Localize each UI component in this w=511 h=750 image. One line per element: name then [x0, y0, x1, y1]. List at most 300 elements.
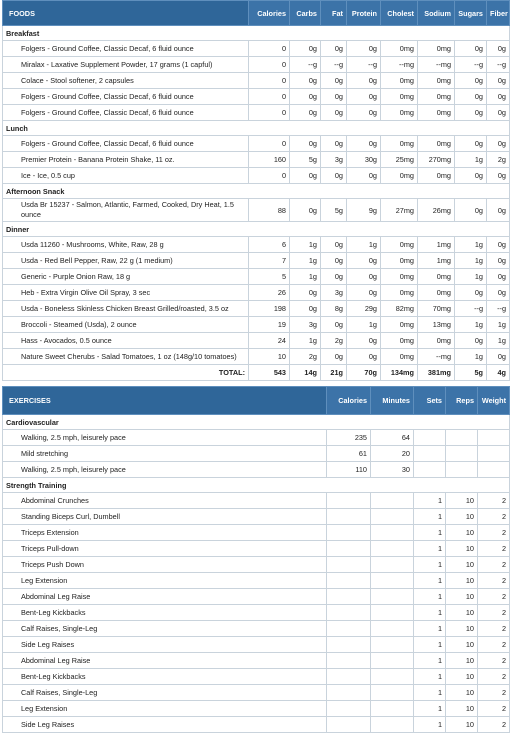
food-row: [3, 269, 510, 285]
meal-header: [3, 26, 510, 41]
food-value: 0g: [455, 168, 487, 184]
exercise-value: 10: [446, 717, 478, 733]
exercise-row: [3, 685, 510, 701]
exercise-value: [327, 605, 371, 621]
exercise-name: Bent-Leg Kickbacks: [3, 669, 327, 685]
food-value: 0g: [487, 41, 510, 57]
exercise-value: 10: [446, 557, 478, 573]
exercise-value: 10: [446, 653, 478, 669]
food-name: Folgers - Ground Coffee, Classic Decaf, 6 fluid ounce: [3, 41, 249, 57]
food-value: 30g: [347, 152, 381, 168]
exercise-value: [478, 446, 510, 462]
food-value: 1mg: [418, 253, 455, 269]
food-value: 3g: [321, 285, 347, 301]
food-value: 0g: [487, 253, 510, 269]
exercise-name: Leg Extension: [3, 573, 327, 589]
exercise-value: 2: [478, 637, 510, 653]
exercise-value: 1: [414, 669, 446, 685]
exercise-value: [327, 541, 371, 557]
exercise-value: [371, 653, 414, 669]
food-value: 0mg: [418, 105, 455, 121]
exercise-name: Side Leg Raises: [3, 717, 327, 733]
food-row: [3, 41, 510, 57]
food-value: 0: [249, 73, 290, 89]
food-value: 29g: [347, 301, 381, 317]
food-value: --mg: [381, 57, 418, 73]
exercise-row: [3, 589, 510, 605]
food-value: 0mg: [381, 285, 418, 301]
exercise-value: [414, 430, 446, 446]
exercise-value: 2: [478, 493, 510, 509]
food-value: 0g: [290, 41, 321, 57]
food-value: 0mg: [381, 317, 418, 333]
food-value: 0g: [347, 73, 381, 89]
food-value: 0mg: [381, 89, 418, 105]
food-value: 10: [249, 349, 290, 365]
exercise-name: Abdominal Leg Raise: [3, 589, 327, 605]
food-value: 0mg: [381, 41, 418, 57]
exercise-value: [327, 637, 371, 653]
total-row: [3, 365, 510, 381]
exercise-name: Calf Raises, Single-Leg: [3, 685, 327, 701]
exercise-value: 10: [446, 525, 478, 541]
exercise-group-header: [3, 415, 510, 430]
food-value: 0g: [455, 105, 487, 121]
food-value: 27mg: [381, 199, 418, 222]
food-value: 0mg: [418, 168, 455, 184]
exercise-group-header: [3, 478, 510, 493]
food-value: 0g: [321, 349, 347, 365]
food-value: 0: [249, 136, 290, 152]
exercise-row: [3, 701, 510, 717]
food-value: 270mg: [418, 152, 455, 168]
exercises-header-title: EXERCISES: [3, 387, 327, 415]
food-name: Folgers - Ground Coffee, Classic Decaf, 6 fluid ounce: [3, 89, 249, 105]
meal-name: Lunch: [3, 121, 510, 136]
exercise-name: Walking, 2.5 mph, leisurely pace: [3, 430, 327, 446]
exercise-value: 1: [414, 653, 446, 669]
food-value: 0g: [455, 73, 487, 89]
exercise-value: [371, 685, 414, 701]
food-value: 82mg: [381, 301, 418, 317]
meal-name: Afternoon Snack: [3, 184, 510, 199]
food-value: 0g: [321, 89, 347, 105]
food-name: Premier Protein - Banana Protein Shake, 11 oz.: [3, 152, 249, 168]
total-value: 5g: [455, 365, 487, 381]
header-cholest: Cholest: [381, 1, 418, 26]
food-value: 0mg: [381, 333, 418, 349]
food-value: 0: [249, 105, 290, 121]
exercise-value: 64: [371, 430, 414, 446]
exercise-value: 2: [478, 669, 510, 685]
exercise-name: Leg Extension: [3, 701, 327, 717]
exercise-value: 1: [414, 717, 446, 733]
food-value: 0g: [347, 285, 381, 301]
food-value: 26mg: [418, 199, 455, 222]
exercises-body: [3, 415, 510, 733]
exercise-name: Triceps Push Down: [3, 557, 327, 573]
food-value: 8g: [321, 301, 347, 317]
food-value: 1g: [290, 269, 321, 285]
food-value: 0g: [321, 136, 347, 152]
food-value: 0g: [487, 285, 510, 301]
exercise-value: 2: [478, 621, 510, 637]
foods-header-row: [3, 1, 510, 26]
food-value: --mg: [418, 57, 455, 73]
food-value: 0g: [455, 285, 487, 301]
exercise-value: 2: [478, 589, 510, 605]
food-value: 0mg: [381, 168, 418, 184]
food-value: --g: [487, 57, 510, 73]
exercise-value: [327, 573, 371, 589]
food-value: --g: [487, 301, 510, 317]
exercise-value: [371, 573, 414, 589]
food-value: 1g: [290, 237, 321, 253]
exercise-value: [371, 541, 414, 557]
food-value: 0g: [347, 269, 381, 285]
food-value: 0g: [347, 41, 381, 57]
exercise-value: [371, 717, 414, 733]
food-value: 0mg: [418, 136, 455, 152]
foods-body: [3, 26, 510, 381]
food-value: 0g: [290, 73, 321, 89]
exercise-value: [371, 525, 414, 541]
food-value: 0g: [290, 89, 321, 105]
food-name: Usda Br 15237 - Salmon, Atlantic, Farmed, Cooked, Dry Heat, 1.5 ounce: [3, 199, 249, 222]
food-value: 0g: [290, 105, 321, 121]
food-value: 26: [249, 285, 290, 301]
total-value: 381mg: [418, 365, 455, 381]
food-value: 25mg: [381, 152, 418, 168]
food-value: 2g: [487, 152, 510, 168]
exercise-value: 2: [478, 573, 510, 589]
header-fiber: Fiber: [487, 1, 510, 26]
meal-header: [3, 222, 510, 237]
header-weight: Weight: [478, 387, 510, 415]
meal-name: Breakfast: [3, 26, 510, 41]
exercise-value: 1: [414, 621, 446, 637]
exercise-value: 110: [327, 462, 371, 478]
food-value: --g: [290, 57, 321, 73]
exercises-table: [2, 386, 510, 733]
foods-table: [2, 0, 510, 381]
exercises-header-row: [3, 387, 510, 415]
exercise-value: [327, 669, 371, 685]
exercise-value: 2: [478, 509, 510, 525]
exercise-name: Calf Raises, Single-Leg: [3, 621, 327, 637]
food-name: Usda - Boneless Skinless Chicken Breast Grilled/roasted, 3.5 oz: [3, 301, 249, 317]
exercise-value: [327, 685, 371, 701]
exercise-value: 1: [414, 541, 446, 557]
food-value: 0mg: [418, 89, 455, 105]
total-value: 543: [249, 365, 290, 381]
exercise-value: [446, 430, 478, 446]
food-value: 0g: [487, 237, 510, 253]
exercise-value: [327, 493, 371, 509]
exercise-value: [371, 557, 414, 573]
food-name: Heb - Extra Virgin Olive Oil Spray, 3 sec: [3, 285, 249, 301]
food-value: 0g: [487, 105, 510, 121]
food-value: 2g: [321, 333, 347, 349]
food-value: --g: [347, 57, 381, 73]
total-value: 4g: [487, 365, 510, 381]
header-minutes: Minutes: [371, 387, 414, 415]
food-row: [3, 73, 510, 89]
food-value: 0g: [455, 89, 487, 105]
food-value: 1g: [290, 333, 321, 349]
total-value: 14g: [290, 365, 321, 381]
food-name: Folgers - Ground Coffee, Classic Decaf, 6 fluid ounce: [3, 136, 249, 152]
food-value: 0g: [487, 199, 510, 222]
header-carbs: Carbs: [290, 1, 321, 26]
food-value: 0g: [487, 349, 510, 365]
exercise-name: Bent-Leg Kickbacks: [3, 605, 327, 621]
food-value: 0mg: [418, 269, 455, 285]
food-name: Broccoli - Steamed (Usda), 2 ounce: [3, 317, 249, 333]
food-value: 0: [249, 41, 290, 57]
header-ex-calories: Calories: [327, 387, 371, 415]
food-value: 0g: [487, 73, 510, 89]
food-value: 2g: [290, 349, 321, 365]
food-value: 0g: [487, 168, 510, 184]
food-value: 0: [249, 168, 290, 184]
food-value: 0g: [347, 253, 381, 269]
food-value: 0g: [290, 285, 321, 301]
food-value: 5g: [321, 199, 347, 222]
food-value: --g: [455, 57, 487, 73]
exercise-name: Walking, 2.5 mph, leisurely pace: [3, 462, 327, 478]
exercise-value: 235: [327, 430, 371, 446]
food-value: 13mg: [418, 317, 455, 333]
food-row: [3, 168, 510, 184]
food-row: [3, 57, 510, 73]
food-value: 6: [249, 237, 290, 253]
exercise-value: 2: [478, 557, 510, 573]
exercise-value: 10: [446, 621, 478, 637]
exercise-name: Mild stretching: [3, 446, 327, 462]
food-value: 1g: [455, 237, 487, 253]
food-value: 0g: [347, 333, 381, 349]
exercise-value: 10: [446, 605, 478, 621]
exercise-group-name: Strength Training: [3, 478, 510, 493]
food-value: 0g: [347, 89, 381, 105]
food-row: [3, 152, 510, 168]
food-value: 0g: [290, 136, 321, 152]
exercise-value: [327, 621, 371, 637]
food-value: 0g: [487, 136, 510, 152]
exercise-value: [478, 430, 510, 446]
food-value: 5g: [290, 152, 321, 168]
exercise-row: [3, 637, 510, 653]
food-value: 0g: [290, 199, 321, 222]
food-row: [3, 253, 510, 269]
food-row: [3, 237, 510, 253]
food-value: 0g: [455, 199, 487, 222]
exercise-group-name: Cardiovascular: [3, 415, 510, 430]
exercise-row: [3, 509, 510, 525]
food-name: Usda - Red Bell Pepper, Raw, 22 g (1 medium): [3, 253, 249, 269]
food-value: 1g: [487, 333, 510, 349]
exercise-value: 10: [446, 701, 478, 717]
exercise-value: 1: [414, 509, 446, 525]
exercise-row: [3, 462, 510, 478]
food-name: Nature Sweet Cherubs - Salad Tomatoes, 1 oz (148g/10 tomatoes): [3, 349, 249, 365]
exercise-value: [327, 557, 371, 573]
exercise-row: [3, 430, 510, 446]
exercise-value: 10: [446, 509, 478, 525]
food-value: 0mg: [418, 73, 455, 89]
total-value: 70g: [347, 365, 381, 381]
exercise-value: [371, 493, 414, 509]
food-value: 0g: [455, 41, 487, 57]
food-value: 88: [249, 199, 290, 222]
header-protein: Protein: [347, 1, 381, 26]
exercise-value: [327, 525, 371, 541]
food-value: --g: [321, 57, 347, 73]
exercise-value: 1: [414, 557, 446, 573]
food-value: 0g: [347, 168, 381, 184]
food-value: 0mg: [418, 333, 455, 349]
exercise-value: 10: [446, 637, 478, 653]
exercise-value: [446, 446, 478, 462]
food-value: 0mg: [381, 237, 418, 253]
food-value: 0mg: [381, 349, 418, 365]
exercise-value: 2: [478, 525, 510, 541]
food-name: Generic - Purple Onion Raw, 18 g: [3, 269, 249, 285]
food-value: --mg: [418, 349, 455, 365]
food-value: 1mg: [418, 237, 455, 253]
exercise-value: 1: [414, 525, 446, 541]
food-value: 0g: [321, 105, 347, 121]
food-name: Ice - Ice, 0.5 cup: [3, 168, 249, 184]
food-value: --g: [455, 301, 487, 317]
food-value: 198: [249, 301, 290, 317]
header-sugars: Sugars: [455, 1, 487, 26]
exercise-row: [3, 605, 510, 621]
food-value: 0: [249, 57, 290, 73]
food-row: [3, 333, 510, 349]
exercise-value: [371, 701, 414, 717]
food-value: 1g: [455, 269, 487, 285]
food-value: 1g: [455, 253, 487, 269]
exercise-value: [414, 446, 446, 462]
exercise-name: Standing Biceps Curl, Dumbell: [3, 509, 327, 525]
meal-name: Dinner: [3, 222, 510, 237]
food-row: [3, 285, 510, 301]
food-value: 0g: [290, 301, 321, 317]
food-row: [3, 136, 510, 152]
exercise-name: Triceps Pull-down: [3, 541, 327, 557]
food-name: Hass - Avocados, 0.5 ounce: [3, 333, 249, 349]
food-value: 0mg: [381, 269, 418, 285]
exercise-value: 61: [327, 446, 371, 462]
food-name: Folgers - Ground Coffee, Classic Decaf, 6 fluid ounce: [3, 105, 249, 121]
exercise-value: 1: [414, 589, 446, 605]
exercise-row: [3, 669, 510, 685]
exercise-row: [3, 493, 510, 509]
food-row: [3, 301, 510, 317]
food-value: 160: [249, 152, 290, 168]
food-value: 0g: [321, 269, 347, 285]
exercise-value: 2: [478, 717, 510, 733]
exercise-name: Triceps Extension: [3, 525, 327, 541]
food-value: 3g: [290, 317, 321, 333]
food-value: 0g: [321, 253, 347, 269]
exercise-row: [3, 621, 510, 637]
food-value: 0g: [321, 317, 347, 333]
foods-header-title: FOODS: [3, 1, 249, 26]
food-row: [3, 349, 510, 365]
exercise-value: 10: [446, 589, 478, 605]
food-value: 0g: [455, 136, 487, 152]
food-row: [3, 317, 510, 333]
food-value: 24: [249, 333, 290, 349]
exercise-value: [327, 701, 371, 717]
exercise-value: [414, 462, 446, 478]
food-value: 0mg: [381, 105, 418, 121]
exercise-row: [3, 653, 510, 669]
exercise-value: [371, 605, 414, 621]
exercise-row: [3, 446, 510, 462]
exercise-value: [446, 462, 478, 478]
food-value: 0mg: [418, 285, 455, 301]
exercise-value: 10: [446, 541, 478, 557]
total-label: TOTAL:: [3, 365, 249, 381]
exercise-value: [327, 589, 371, 605]
exercise-value: 30: [371, 462, 414, 478]
exercise-value: 1: [414, 573, 446, 589]
food-name: Miralax - Laxative Supplement Powder, 17 grams (1 capful): [3, 57, 249, 73]
exercise-value: 1: [414, 701, 446, 717]
food-value: 1g: [455, 349, 487, 365]
food-value: 0mg: [381, 73, 418, 89]
food-value: 0g: [487, 269, 510, 285]
food-value: 9g: [347, 199, 381, 222]
food-value: 3g: [321, 152, 347, 168]
food-value: 0mg: [418, 41, 455, 57]
food-value: 0g: [321, 237, 347, 253]
food-value: 5: [249, 269, 290, 285]
total-value: 21g: [321, 365, 347, 381]
food-value: 0g: [321, 73, 347, 89]
food-value: 70mg: [418, 301, 455, 317]
food-value: 0g: [321, 168, 347, 184]
food-value: 19: [249, 317, 290, 333]
exercise-name: Abdominal Leg Raise: [3, 653, 327, 669]
food-value: 1g: [487, 317, 510, 333]
food-value: 0mg: [381, 253, 418, 269]
exercise-value: [371, 589, 414, 605]
exercise-value: 1: [414, 685, 446, 701]
exercise-row: [3, 717, 510, 733]
exercise-value: 10: [446, 493, 478, 509]
meal-header: [3, 184, 510, 199]
exercise-value: 2: [478, 653, 510, 669]
food-row: [3, 105, 510, 121]
header-sets: Sets: [414, 387, 446, 415]
header-reps: Reps: [446, 387, 478, 415]
exercise-name: Abdominal Crunches: [3, 493, 327, 509]
header-fat: Fat: [321, 1, 347, 26]
food-row: [3, 89, 510, 105]
food-value: 0g: [321, 41, 347, 57]
exercise-value: 2: [478, 701, 510, 717]
exercise-value: 2: [478, 541, 510, 557]
food-value: 1g: [347, 317, 381, 333]
exercise-value: 1: [414, 493, 446, 509]
exercise-value: 1: [414, 637, 446, 653]
exercise-row: [3, 557, 510, 573]
